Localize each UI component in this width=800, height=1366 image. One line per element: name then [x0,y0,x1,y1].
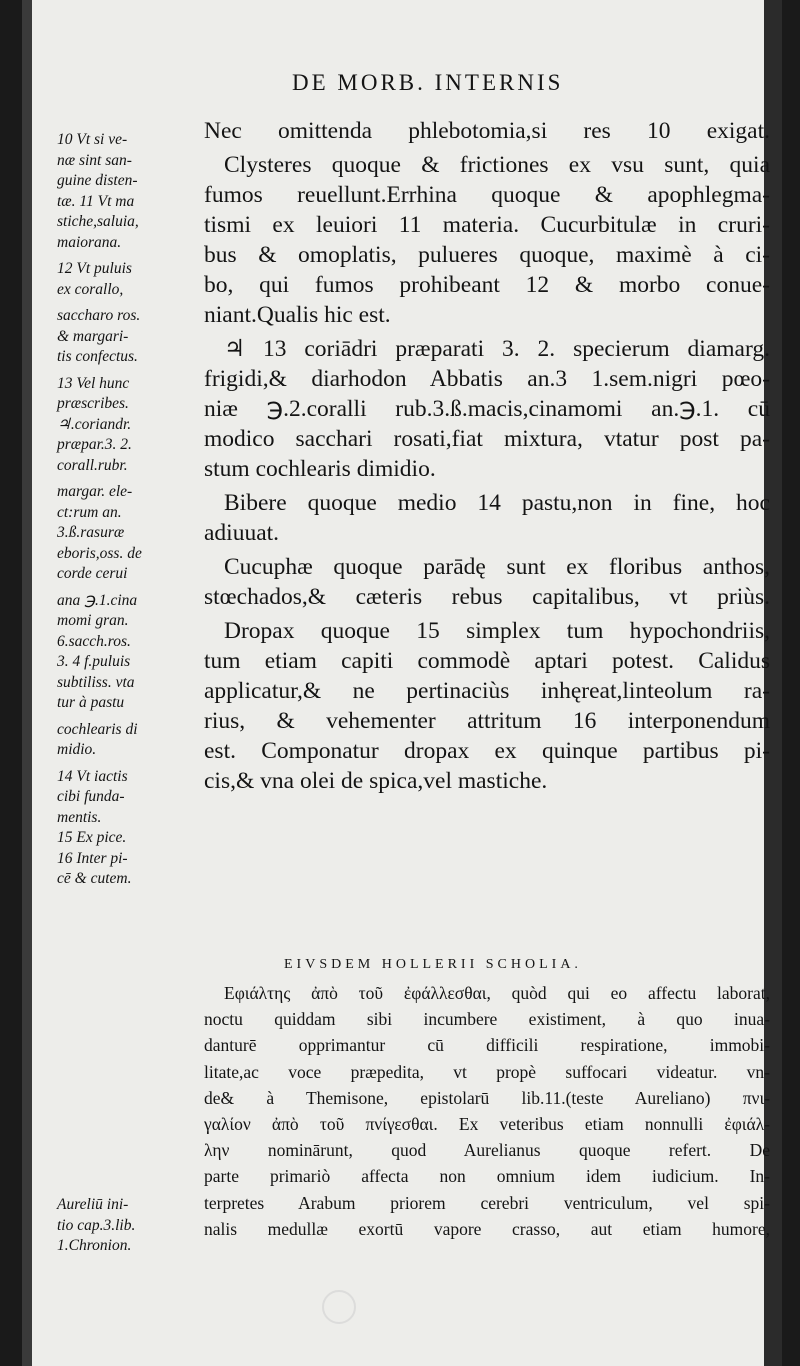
scholia-line: noctu quiddam sibi incumbere existiment, à quo inua- [204,1009,770,1030]
margin-note: næ sint san- [57,151,132,169]
margin-note: ct:rum an. [57,503,122,521]
text-line: niæ ℈.2.coralli rub.3.ß.macis,cinamomi an.℈.1. cū [204,396,770,422]
scholia-line: λην nominārunt, quod Aurelianus quoque refert. De [204,1140,770,1161]
margin-note: cochlearis di [57,720,138,738]
text-line: bo, qui fumos prohibeant 12 & morbo conue- [204,272,770,298]
text-line: rius, & vehementer attritum 16 interponendum [204,708,770,734]
text-line: tismi ex leuiori 11 materia. Cucurbitulæ in cruri- [204,212,770,238]
scholia-heading: EIVSDEM HOLLERII SCHOLIA. [284,957,582,972]
scholia-line: nalis medullæ exortū vapore crasso, aut etiam humore, [204,1218,770,1239]
text-line: Cucuphæ quoque parādę sunt ex floribus anthos, [224,554,770,580]
book-page [22,0,782,1366]
text-line: stœchados,& cæteris rebus capitalibus, vt priùs. [204,584,770,610]
margin-note: cē & cutem. [57,870,132,887]
scholia-line: danturē opprimantur cū difficili respiratione, immobi- [204,1035,770,1056]
scholia-line: de& à Themisone, epistolarū lib.11.(teste Aureliano) πνι- [204,1087,770,1108]
margin-note: midio. [57,741,97,758]
text-line: frigidi,& diarhodon Abbatis an.3 1.sem.nigri pœo- [204,366,770,392]
text-line: tum etiam capiti commodè aptari potest. Calidus [204,648,770,674]
text-line: niant.Qualis hic est. [204,302,391,328]
margin-note: corall.rubr. [57,456,128,474]
text-line: modico sacchari rosati,fiat mixtura, vtatur post pa- [204,426,770,452]
margin-note: ex corallo, [57,280,124,298]
margin-note: præpar.3. 2. [57,436,132,453]
scholia-margin-notes [57,1195,212,1257]
margin-note: stiche,saluia, [57,213,139,230]
text-line: applicatur,& ne pertinaciùs inhęreat,linteolum ra- [204,678,770,704]
text-line: Dropax quoque 15 simplex tum hypochondriis, [224,618,770,644]
margin-note: corde cerui [57,565,128,582]
margin-note: mentis. [57,808,102,826]
scholia-line: γαλίον ἀπὸ τοῦ πνίγεσθαι. Ex veteribus etiam nonnulli ἐφιάλ- [204,1114,770,1135]
margin-note: 6.sacch.ros. [57,632,131,650]
margin-note: 15 Ex pice. [57,829,127,846]
margin-note: maiorana. [57,233,122,251]
margin-note: præscribes. [57,395,129,412]
scholia-text [204,980,770,1242]
margin-note: 3.ß.rasuræ [57,524,125,541]
margin-note: momi gran. [57,612,129,629]
margin-note: 12 Vt puluis [57,260,132,277]
margin-note: 14 Vt iactis [57,767,128,785]
margin-note: saccharo ros. [57,307,141,324]
margin-note: margar. ele- [57,483,133,500]
margin-note: & margari- [57,327,129,345]
text-line: cis,& vna olei de spica,vel mastiche. [204,768,548,794]
margin-note: tio cap.3.lib. [57,1216,136,1234]
running-header: DE MORB. INTERNIS [292,70,564,95]
margin-note: 3. 4 f.puluis [57,653,131,670]
text-line: Nec omittenda phlebotomia,si res 10 exigat. [204,118,770,144]
margin-note: ana ℈.1.cina [57,591,138,609]
margin-note: Aureliū ini- [57,1196,129,1213]
text-line: ♃ 13 coriādri præparati 3. 2. specierum diamarg. [224,336,770,362]
text-line: fumos reuellunt.Errhina quoque & apophlegma- [204,182,770,208]
text-line: Bibere quoque medio 14 pastu,non in fine, hoc [224,490,770,516]
text-line: Clysteres quoque & frictiones ex vsu sunt, quia [224,152,770,178]
margin-note: 10 Vt si ve- [57,131,128,148]
margin-note: subtiliss. vta [57,673,135,691]
scholia-line: terpretes Arabum priorem cerebri ventriculum, vel spi- [204,1192,770,1213]
margin-note: 13 Vel hunc [57,374,130,392]
margin-note: cibi funda- [57,788,125,805]
scholia-line: litate,ac voce præpedita, vt propè suffocari videatur. vn- [204,1061,770,1082]
scholia-line: Εφιάλτης ἀπὸ τοῦ ἐφάλλεσθαι, quòd qui eo affectu laborat, [224,983,770,1003]
page-edge-shadow [22,0,32,1366]
margin-note: tæ. 11 Vt ma [57,192,135,210]
text-line: adiuuat. [204,520,280,546]
text-line: est. Componatur dropax ex quinque partibus pi- [204,738,770,764]
scholia-line: parte primariò affecta non omnium idem iudicium. In- [204,1166,770,1187]
margin-note: tis confectus. [57,348,138,365]
text-line: stum cochlearis dimidio. [204,456,436,482]
margin-note: guine disten- [57,172,138,189]
margin-note: eboris,oss. de [57,544,142,562]
margin-note: 16 Inter pi- [57,849,128,867]
paper-stain [322,1290,356,1324]
margin-notes [57,130,212,890]
main-text [204,116,770,796]
margin-note: 1.Chronion. [57,1237,132,1254]
text-line: bus & omoplatis, pulueres quoque, maximè à ci- [204,242,770,268]
margin-note: ♃.coriandr. [57,415,132,433]
margin-note: tur à pastu [57,694,125,711]
